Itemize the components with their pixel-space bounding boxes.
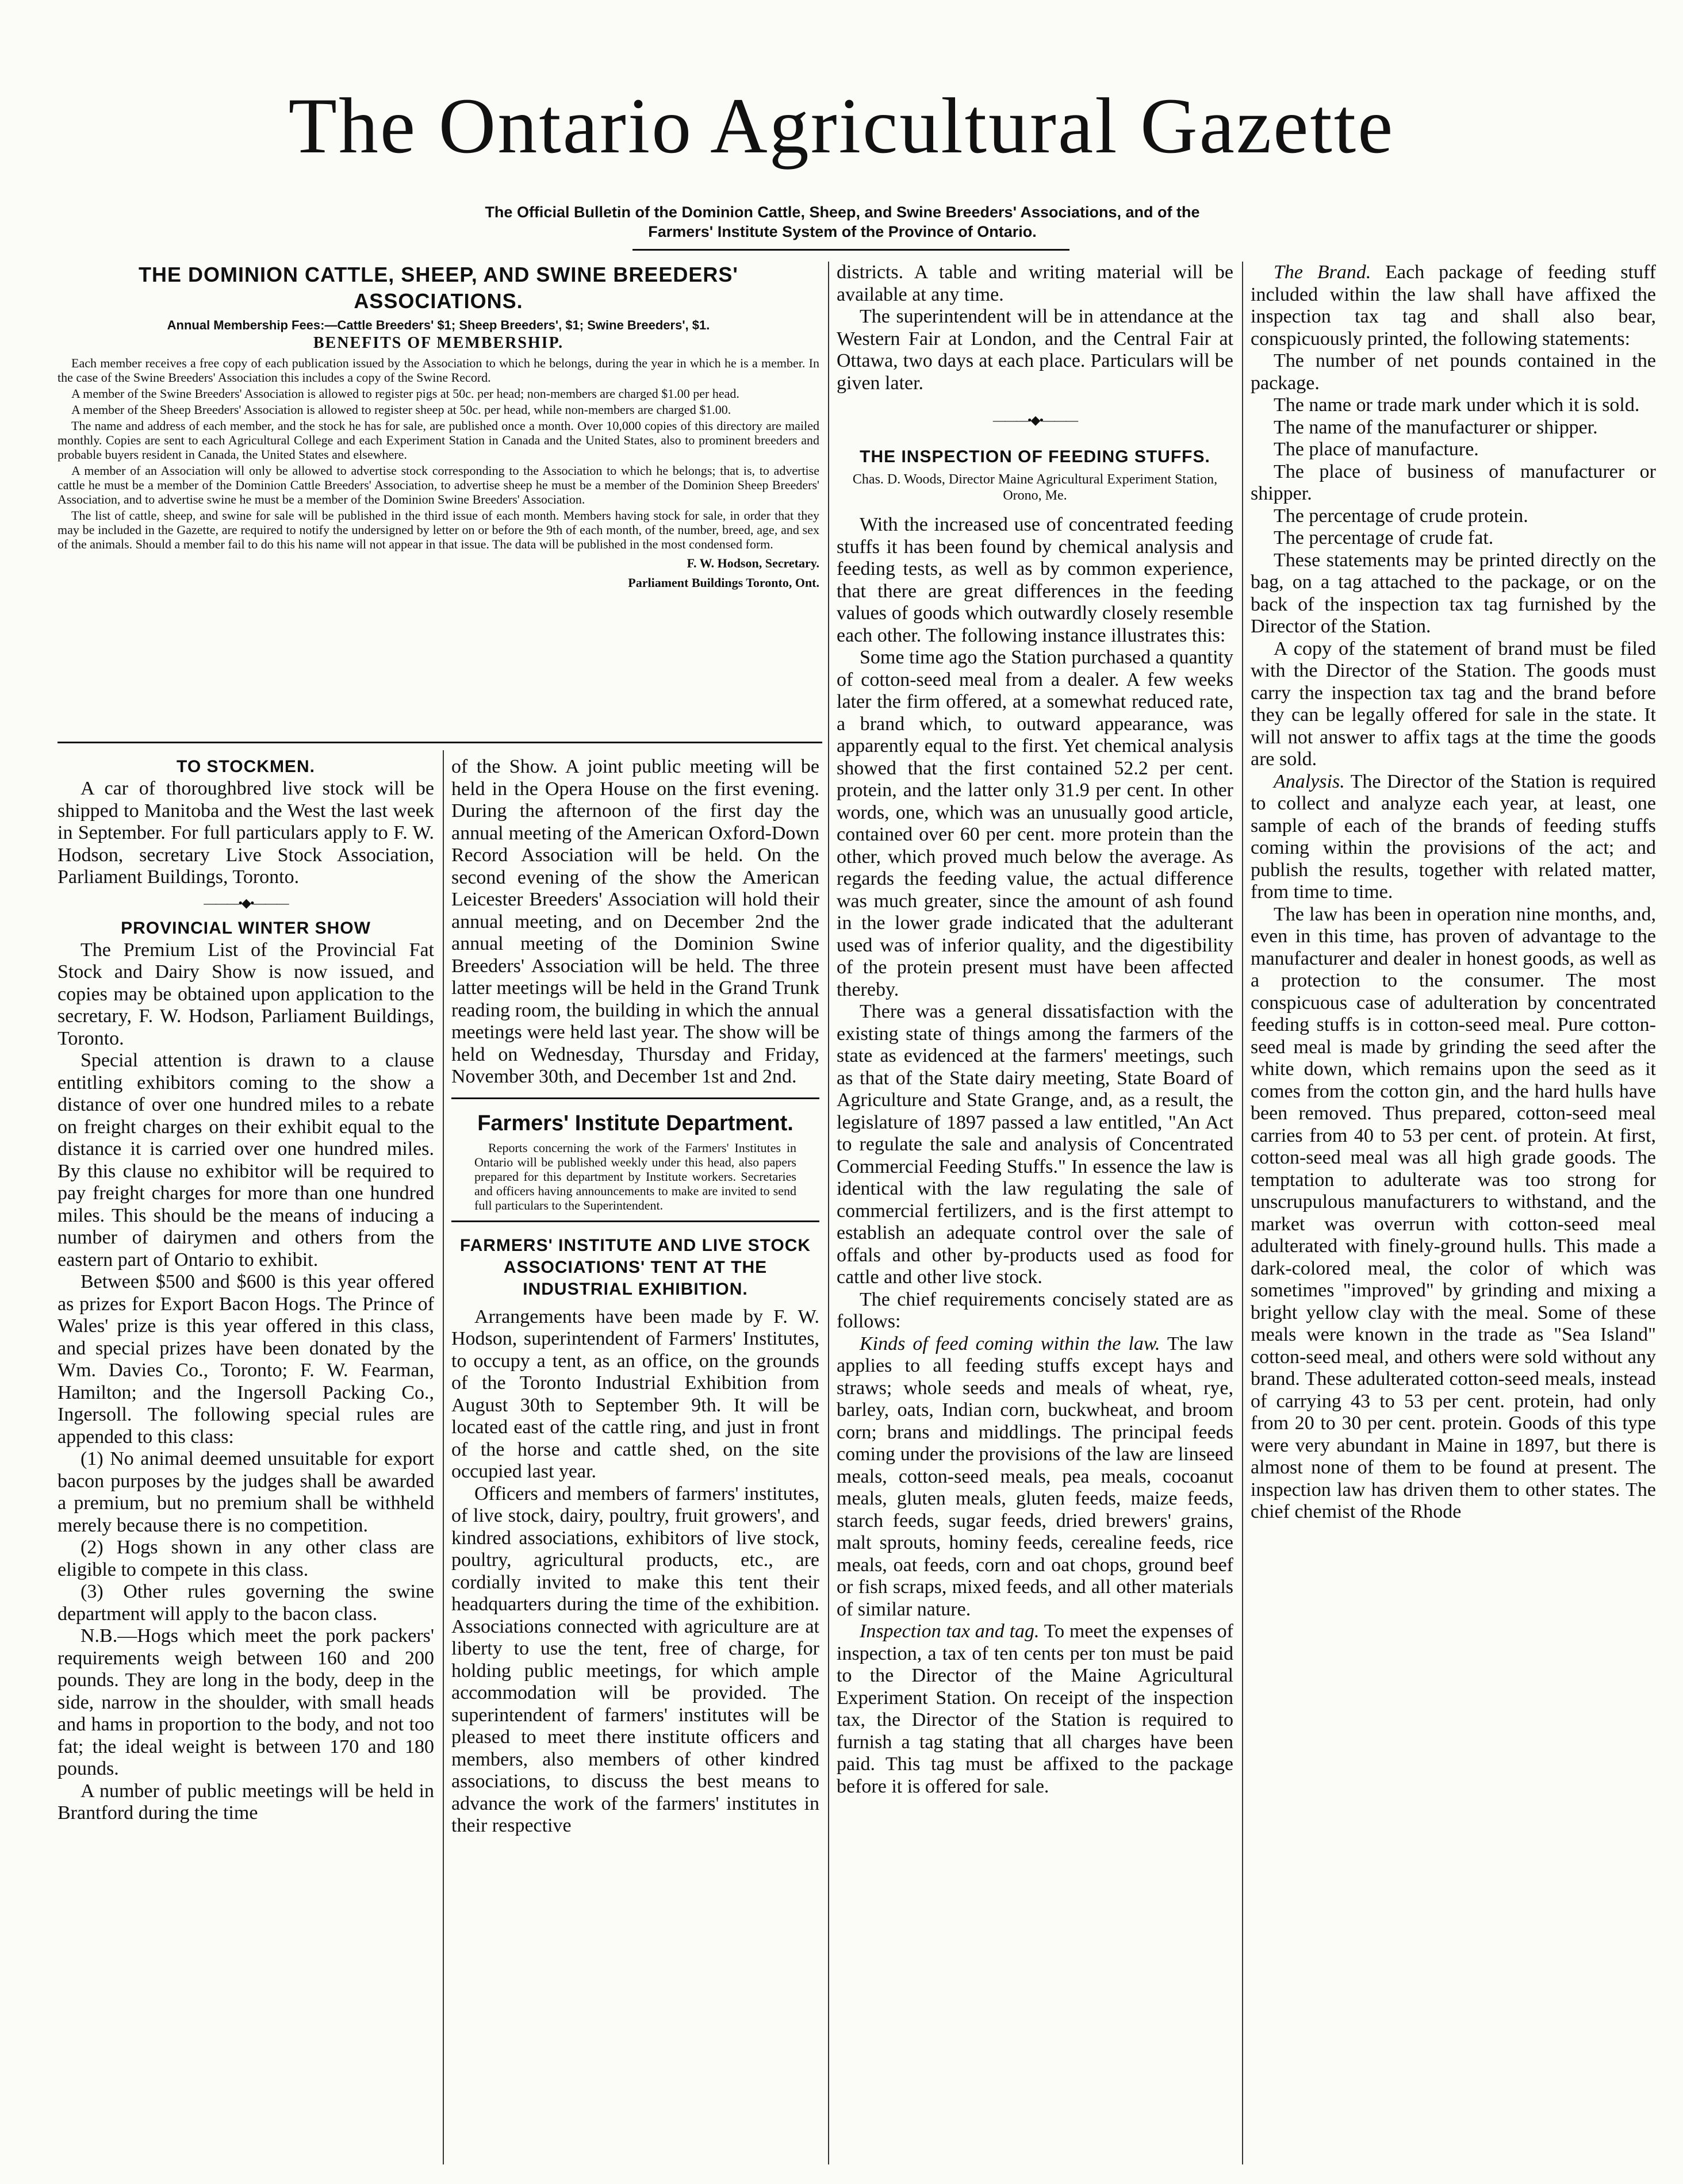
inspection-paragraph: Some time ago the Station purchased a quantity of cotton-seed meal from a dealer. A few weeks later the firm offered, at a somewhat reduced rate, a brand which, to outward appearance, was apparently equal to the first. Yet chemical analysis showed that the first contained 52.2 per cent. protein, and the latter only 31.9 per cent. In other words, one, which was an unusually good article, contained over 60 per cent. more protein than the other, which proved much below the average. As regards the feeding value, the actual difference was much greater, since the amount of ash found in the lower grade indicated that the adulterant used was of inferior quality, and the digestibility of the protein present must have been affected thereby. [837,647,1233,1000]
section-rule [57,742,822,743]
institute-note [474,1141,796,1212]
statement-item: The place of business of manufacturer or shipper. [1251,460,1656,504]
closing-paragraph: The law has been in operation nine months, and, even in this time, has proven of advantage to the manufacturer and dealer in honest goods, as well as a protection to the consumer. The most conspicuous case of adulteration by concentrated feeding stuffs is in cotton-seed meal. Pure cotton-seed meal is made by grinding the seed after the white down, which remains upon the seed as it comes from the cotton gin, and the hard hulls have been removed. Thus prepared, cotton-seed meal carries from 40 to 53 per cent. of protein. At first, cotton-seed meal was all high grade goods. The temptation to adulterate was too strong for unscrupulous manufacturers to withstand, and the market was overrun with cotton-seed meal adulterated with finely-ground hulls. This made a dark-colored meal, the color of which was sometimes "improved" by grinding and mixing a bright yellow clay with the meal. Some of these meals were known in the trade as "Sea Island" cotton-seed meal, and others were sold without any brand. These adulterated cotton-seed meals, instead of carrying 43 to 53 per cent. protein, had only from 20 to 30 per cent. protein. Goods of this type were very abundant in Maine in 1897, but there is almost none of them to be found at present. The inspection law has driven them to other states. The chief chemist of the Rhode [1251,903,1656,1522]
institute-title: Farmers' Institute Department. [477,1111,793,1135]
winter-show-paragraph: (3) Other rules governing the swine department will apply to the bacon class. [57,1581,434,1625]
statement-item: The number of net pounds contained in the package. [1251,350,1656,394]
kinds-of-feed-text: The law applies to all feeding stuffs except hays and straws; whole seeds and meals of wheat, rye, barley, oats, Indian corn, buckwheat, and broom corn; brans and middlings. The principal feeds coming under the provisions of the law are linseed meals, cotton-seed meals, pea meals, cocoanut meals, gluten meals, gluten feeds, maize feeds, starch feeds, sugar feeds, dried brewers' grains, malt sprouts, hominy feeds, cerealine feeds, rice meals, oat feeds, corn and oat chops, ground beef or fish scraps, mixed feeds, and all other materials of similar nature. [837,1333,1233,1620]
benefit-paragraph: A member of an Association will only be allowed to advertise stock corresponding to the Association to which he belongs; that is, to advertise cattle he must be a member of the Dominion Cattle Breeders' Association, to advertise sheep he must be a member of the Dominion Sheep Breeders' Association, and to advertise swine he must be a member of the Dominion Swine Breeders' Association. [57,463,819,506]
column-1 [57,756,434,2173]
analysis-label: Analysis. [1274,770,1345,792]
tent-paragraph: Arrangements have been made by F. W. Hodson, superintendent of Farmers' Institutes, to occupy a tent, as an office, on the grounds of the Toronto Industrial Exhibition from August 30th to September 9th. It will be located east of the cattle ring, and just in front of the horse and cattle shed, on the site occupied last year. [451,1306,819,1482]
column-3 [837,262,1233,2173]
brand-paragraph [1251,262,1656,350]
tent-continued: The superintendent will be in attendance at the Western Fair at London, and the Central Fair at Ottawa, two days at each place. Particulars will be given later. [837,306,1233,394]
statement-item: The percentage of crude protein. [1274,505,1528,527]
inspection-paragraph: There was a general dissatisfaction with the existing state of things among the farmers of the state as evidenced at the farmers' meetings, such as that of the State dairy meeting, State Board of Agriculture and State Grange, and, as a result, the legislature of 1897 passed a law entitled, "An Act to regulate the sale and analysis of Concentrated Commercial Feeding Stuffs." In essence the law is identical with the law regulating the sale of commercial fertilizers, and is the first attempt to establish an adequate control over the sale of offals and other by-products used as food for cattle and other live stock. [837,1001,1233,1288]
kinds-of-feed-paragraph [837,1333,1233,1621]
brand-label: The Brand. [1274,262,1371,283]
winter-show-paragraph: Special attention is drawn to a clause entitling exhibitors coming to the show a distance of over one hundred miles to a rebate on freight charges on their exhibit equal to the distance it is carried over one hundred miles. By this clause no exhibitor will be required to pay freight charges for more than one hundred miles. This should be the means of inducing a number of dairymen and others from the eastern part of Ontario to exhibit. [57,1050,434,1271]
winter-show-paragraph: A number of public meetings will be held in Brantford during the time [57,1780,434,1824]
section-rule [451,1097,819,1099]
masthead-title: The Ontario Agricultural Gazette [288,82,1395,170]
statement-item: The place of manufacture. [1274,439,1479,460]
column-rule [828,262,829,2164]
stockmen-title: TO STOCKMEN. [177,757,315,776]
signature-name: F. W. Hodson, Secretary. [687,556,819,570]
section-rule [451,1220,819,1222]
divider-ornament: ———•◆•——— [992,413,1078,427]
benefit-paragraph: Each member receives a free copy of each publication issued by the Association to which he belongs, during the year in which he is a member. In the case of the Swine Breeders' Association this includes a copy of the Swine Record. [57,356,819,385]
subtitle-line-2: Farmers' Institute System of the Province of Ontario. [648,223,1037,240]
benefits-heading: BENEFITS OF MEMBERSHIP. [313,334,564,352]
analysis-text: The Director of the Station is required to collect and analyze each year, at least, one sample of each of the brands of feeding stuffs coming within the provisions of the act; and publish the results, together with related matter, from time to time. [1251,770,1656,903]
statements-paragraph: These statements may be printed directly on the bag, on a tag attached to the package, or on the back of the inspection tax tag furnished by the Director of the Station. [1251,549,1656,637]
inspection-byline: Chas. D. Woods, Director Maine Agricultural Experiment Station, Orono, Me. [852,472,1218,503]
benefit-paragraph: A member of the Swine Breeders' Association is allowed to register pigs at 50c. per head; non-members are charged $1.00 per head. [71,386,739,401]
inspection-tax-paragraph [837,1621,1233,1798]
inspection-tax-label: Inspection tax and tag. [860,1621,1040,1642]
tent-paragraph: Officers and members of farmers' institutes, of live stock, dairy, poultry, fruit growers', and kindred associations, exhibitors of live stock, poultry, agricultural products, etc., are cordially invited to make this tent their headquarters during the time of the exhibition. Associations connected with agriculture are at liberty to use the tent, free of charge, for holding public meetings, for which ample accommodation will be provided. The superintendent of farmers' institutes will be pleased to meet there institute officers and members, also members of other kindred associations, to discuss the best means to advance the work of the farmers' institutes in their respective [451,1483,819,1836]
statements-paragraph: A copy of the statement of brand must be filed with the Director of the Station. The goods must carry the inspection tax tag and the brand before they can be legally offered for sale in the state. It will not answer to affix tags at the time the goods are sold. [1251,638,1656,770]
tent-title: FARMERS' INSTITUTE AND LIVE STOCK ASSOCIATIONS' TENT AT THE INDUSTRIAL EXHIBITION. [459,1235,811,1299]
benefit-paragraph: The list of cattle, sheep, and swine for sale will be published in the third issue of each month. Members having stock for sale, in order that they may be included in the Gazette, are required to notify the undersigned by letter on or before the 9th of each month, of the number, breed, age, and sex of the animals. Should a member fail to do this his name will not appear in that issue. The data will be published in the most condensed form. [57,508,819,551]
winter-show-continued: of the Show. A joint public meeting will be held in the Opera House on the first evening. During the afternoon of the first day the annual meeting of the American Oxford-Down Record Association will be held. On the second evening of the show the American Leicester Breeders' Association will hold their annual meeting, and on December 2nd the annual meeting of the Dominion Swine Breeders' Association will be held. The three latter meetings will be held in the Grand Trunk reading room, the building in which the annual meetings were held last year. The show will be held on Wednesday, Thursday and Friday, November 30th, and December 1st and 2nd. [451,756,819,1087]
subtitle-line-1: The Official Bulletin of the Dominion Cattle, Sheep, and Swine Breeders' Associations, and of the [485,204,1200,221]
inspection-title: THE INSPECTION OF FEEDING STUFFS. [860,447,1210,466]
brand-text: Each package of feeding stuff included within the law shall have affixed the inspection tax tag and shall also bear, conspicuously printed, the following statements: [1251,262,1656,350]
stockmen-paragraph: A car of thoroughbred live stock will be shipped to Manitoba and the West the last week in September. For full particulars apply to F. W. Hodson, secretary Live Stock Association, Parliament Buildings, Toronto. [57,778,434,888]
benefit-paragraph: A member of the Sheep Breeders' Association is allowed to register sheep at 50c. per head, while non-members are charged $1.00. [71,402,731,417]
signature-address: Parliament Buildings Toronto, Ont. [628,575,819,590]
masthead-rule [632,249,1069,251]
column-4 [1251,262,1656,2173]
statement-item: The name of the manufacturer or shipper. [1274,416,1598,438]
winter-show-paragraph: (2) Hogs shown in any other class are eligible to compete in this class. [57,1537,434,1580]
associations-title: THE DOMINION CATTLE, SHEEP, AND SWINE BREEDERS' ASSOCIATIONS. [139,263,738,313]
masthead-subtitle [287,202,1397,241]
statement-item: The percentage of crude fat. [1274,527,1494,548]
winter-show-paragraph: (1) No animal deemed unsuitable for export bacon purposes by the judges shall be awarded a premium, but no premium shall be withheld merely because there is no competition. [57,1448,434,1536]
column-rule [443,750,444,2164]
membership-fees: Annual Membership Fees:—Cattle Breeders' $1; Sheep Breeders', $1; Swine Breeders', $1. [167,318,710,332]
winter-show-paragraph: N.B.—Hogs which meet the pork packers' requirements weigh between 160 and 200 pounds. They are long in the body, deep in the side, narrow in the shoulder, with small heads and hams in proportion to the body, and not too fat; the ideal weight is between 170 and 180 pounds. [57,1625,434,1779]
winter-show-paragraph: Between $500 and $600 is this year offered as prizes for Export Bacon Hogs. The Prince of Wales' prize is this year offered in this class, and special prizes have been donated by the Wm. Davies Co., Toronto; F. W. Fearman, Hamilton; and the Ingersoll Packing Co., Ingersoll. The following special rules are appended to this class: [57,1271,434,1448]
institute-note-text: Reports concerning the work of the Farmers' Institutes in Ontario will be published weekly under this head, also papers prepared for this department by Institute workers. Secretaries and officers having announcements to make are invited to send full particulars to the Superintendent. [474,1140,796,1212]
column-2 [451,756,819,2173]
tent-continued: districts. A table and writing material will be available at any time. [837,262,1233,305]
benefit-paragraph: The name and address of each member, and the stock he has for sale, are published once a month. Over 10,000 copies of this directory are mailed monthly. Copies are sent to each Agricultural College and each Experiment Station in Canada and the United States, also to prominent breeders and probable buyers resident in Canada, the United States and elsewhere. [57,419,819,462]
analysis-paragraph [1251,771,1656,904]
divider-ornament: ———•◆•——— [204,895,288,910]
winter-show-title: PROVINCIAL WINTER SHOW [121,918,371,938]
inspection-tax-text: To meet the expenses of inspection, a tax of ten cents per ton must be paid to the Director of the Maine Agricultural Experiment Station. On receipt of the inspection tax, the Director of the Station is required to furnish a tag stating that all charges have been paid. This tag must be affixed to the package before it is offered for sale. [837,1621,1233,1797]
winter-show-paragraph: The Premium List of the Provincial Fat Stock and Dairy Show is now issued, and copies may be obtained upon application to the secretary, F. W. Hodson, Parliament Buildings, Toronto. [57,939,434,1049]
kinds-of-feed-label: Kinds of feed coming within the law. [860,1333,1160,1354]
column-rule [1242,262,1243,2164]
statement-item: The name or trade mark under which it is sold. [1274,394,1640,416]
inspection-paragraph: With the increased use of concentrated feeding stuffs it has been found by chemical analysis and feeding tests, as well as by common experience, that there are great differences in the feeding values of goods which outwardly closely resemble each other. The following instance illustrates this: [837,514,1233,646]
associations-section [57,262,819,736]
inspection-paragraph: The chief requirements concisely stated are as follows: [837,1288,1233,1332]
